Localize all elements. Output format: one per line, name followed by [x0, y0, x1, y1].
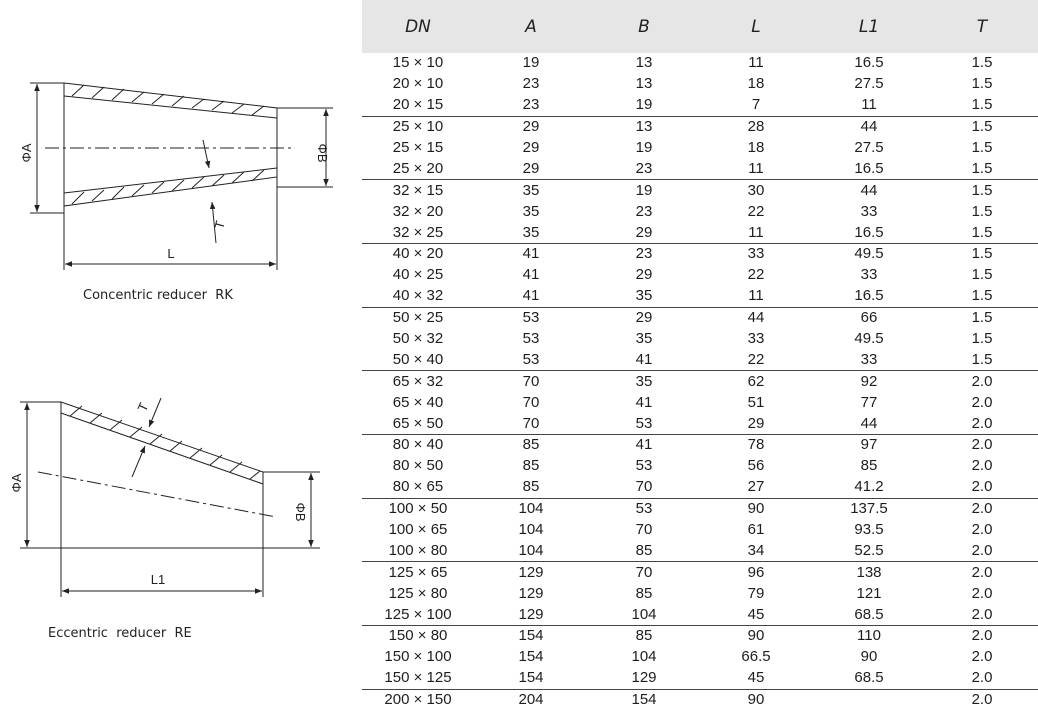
cell-a: 41 — [522, 245, 540, 263]
cell-dn: 150 × 100 — [384, 648, 452, 666]
header-l1: L1 — [812, 0, 926, 53]
cell-t: 1.5 — [971, 54, 993, 72]
cell-l: 11 — [748, 54, 764, 72]
cell-l1: 27.5 — [854, 75, 884, 93]
table-row — [362, 626, 1038, 647]
cell-l: 22 — [747, 202, 765, 220]
table-row — [362, 413, 1038, 434]
cell-b: 19 — [635, 181, 653, 199]
cell-t: 1.5 — [971, 266, 993, 284]
cell-l: 61 — [747, 521, 765, 539]
cell-l: 33 — [747, 330, 765, 348]
cell-a: 53 — [522, 309, 540, 327]
cell-dn: 150 × 125 — [362, 668, 474, 689]
length1-label: L1 — [150, 572, 166, 587]
cell-b: 85 — [635, 584, 653, 602]
cell-a: 29 — [474, 158, 588, 179]
cell-dn: 100 × 80 — [362, 540, 474, 561]
cell-t: 1.5 — [971, 181, 993, 199]
cell-a: 70 — [522, 393, 540, 411]
cell-dn: 50 × 25 — [392, 309, 444, 327]
cell-a: 85 — [522, 457, 540, 475]
table-row — [362, 498, 1038, 519]
thickness-label: T — [211, 219, 228, 231]
phi-b-label: ΦB — [315, 143, 330, 163]
cell-l: 29 — [700, 413, 812, 434]
header-t: T — [926, 0, 1038, 53]
cell-l1: 90 — [860, 648, 878, 666]
cell-dn: 50 × 40 — [362, 349, 474, 370]
cell-b: 13 — [635, 75, 653, 93]
table-row — [362, 116, 1038, 137]
cell-dn: 40 × 25 — [392, 266, 444, 284]
cell-a: 129 — [474, 604, 588, 625]
table-row — [362, 540, 1038, 561]
table-row — [362, 307, 1038, 328]
cell-t: 2.0 — [971, 372, 993, 390]
eccentric-reducer-diagram — [20, 398, 320, 597]
cell-l: 45 — [700, 668, 812, 689]
cell-t: 1.5 — [971, 139, 993, 156]
concentric-hatch-bottom — [72, 170, 264, 204]
cell-l: 96 — [747, 563, 765, 581]
cell-dn: 80 × 50 — [392, 457, 444, 475]
concentric-outline — [64, 83, 277, 206]
cell-t: 1.5 — [926, 95, 1038, 116]
cell-a: 35 — [474, 222, 588, 243]
cell-b: 104 — [588, 604, 700, 625]
cell-dn: 32 × 15 — [392, 181, 444, 199]
cell-dn: 50 × 32 — [392, 330, 444, 348]
length-label: L — [167, 246, 175, 261]
cell-b: 53 — [635, 457, 653, 475]
cell-b: 41 — [635, 393, 653, 411]
cell-dn: 65 × 32 — [392, 372, 444, 390]
cell-l: 90 — [747, 691, 765, 709]
cell-a: 104 — [474, 540, 588, 561]
table-row — [362, 180, 1038, 201]
table-row — [362, 435, 1038, 456]
eccentric-phi-b-label: ΦB — [293, 502, 308, 522]
cell-dn: 25 × 15 — [392, 139, 444, 156]
cell-t: 1.5 — [971, 118, 993, 136]
cell-b: 23 — [635, 202, 653, 220]
concentric-reducer-diagram — [30, 83, 333, 270]
cell-l1: 66 — [860, 309, 878, 327]
eccentric-thickness-indicator — [132, 446, 145, 477]
cell-dn: 100 × 65 — [388, 521, 448, 539]
cell-l1: 121 — [856, 584, 882, 602]
cell-l1: 85 — [860, 457, 878, 475]
eccentric-hatch — [70, 406, 260, 479]
cell-a: 53 — [474, 349, 588, 370]
concentric-reducer-caption: Concentric reducer RK — [83, 288, 233, 303]
cell-t: 1.5 — [926, 286, 1038, 307]
cell-l: 34 — [700, 540, 812, 561]
cell-l: 90 — [747, 627, 765, 645]
table-row — [362, 349, 1038, 370]
header-dn: DN — [362, 0, 474, 53]
cell-t: 1.5 — [971, 202, 993, 220]
cell-a: 154 — [518, 627, 544, 645]
cell-t: 2.0 — [971, 584, 993, 602]
cell-t: 1.5 — [926, 349, 1038, 370]
cell-t: 2.0 — [971, 648, 993, 666]
cell-b: 19 — [588, 95, 700, 116]
table-row — [362, 74, 1038, 95]
table-row — [362, 520, 1038, 541]
cell-a: 129 — [518, 584, 544, 602]
cell-t: 2.0 — [971, 691, 993, 709]
cell-b: 19 — [635, 139, 653, 156]
cell-b: 70 — [635, 521, 653, 539]
concentric-inner-bottom — [64, 168, 277, 193]
cell-l: 44 — [747, 309, 765, 327]
cell-a: 29 — [522, 139, 540, 156]
cell-l: 33 — [747, 245, 765, 263]
cell-l1: 44 — [860, 181, 878, 199]
cell-a: 70 — [474, 413, 588, 434]
cell-dn: 80 × 40 — [392, 436, 444, 454]
phi-a-label: ΦA — [19, 143, 34, 163]
cell-a: 35 — [522, 202, 540, 220]
cell-t: 2.0 — [971, 436, 993, 454]
cell-l: 11 — [700, 158, 812, 179]
cell-l: 30 — [747, 181, 765, 199]
cell-t: 2.0 — [926, 477, 1038, 498]
cell-l: 45 — [700, 604, 812, 625]
cell-dn: 40 × 20 — [392, 245, 444, 263]
cell-l: 22 — [700, 349, 812, 370]
cell-dn: 20 × 15 — [362, 95, 474, 116]
reducer-dimensions-table — [362, 0, 1038, 711]
table-row — [362, 583, 1038, 604]
concentric-inner-top — [64, 96, 277, 118]
cell-b: 35 — [588, 286, 700, 307]
cell-a: 154 — [518, 648, 544, 666]
table-row — [362, 265, 1038, 286]
cell-l1: 68.5 — [812, 604, 926, 625]
cell-l: 78 — [747, 436, 765, 454]
cell-l1: 33 — [860, 202, 878, 220]
cell-a: 154 — [474, 668, 588, 689]
cell-a: 204 — [518, 691, 544, 709]
cell-a: 23 — [522, 75, 540, 93]
cell-t: 1.5 — [971, 309, 993, 327]
cell-dn: 32 × 20 — [392, 202, 444, 220]
cell-t: 2.0 — [971, 563, 993, 581]
cell-b: 13 — [635, 54, 653, 72]
cell-l1: 44 — [812, 413, 926, 434]
cell-a: 41 — [474, 286, 588, 307]
cell-l: 18 — [747, 75, 765, 93]
eccentric-reducer-caption: Eccentric reducer RE — [48, 626, 192, 641]
cell-l1: 27.5 — [854, 139, 884, 156]
cell-l: 7 — [700, 95, 812, 116]
table-row — [362, 222, 1038, 243]
cell-l1: 11 — [812, 95, 926, 116]
cell-a: 53 — [522, 330, 540, 348]
cell-l: 28 — [747, 118, 765, 136]
cell-dn: 15 × 10 — [392, 54, 444, 72]
cell-l1: 44 — [860, 118, 878, 136]
cell-t: 1.5 — [926, 222, 1038, 243]
cell-dn: 200 × 150 — [384, 691, 452, 709]
cell-b: 154 — [631, 691, 657, 709]
cell-l: 51 — [747, 393, 765, 411]
cell-l: 11 — [700, 222, 812, 243]
cell-dn: 125 × 100 — [362, 604, 474, 625]
cell-l1: 16.5 — [854, 54, 884, 72]
table-row — [362, 689, 1038, 710]
cell-dn: 25 × 10 — [392, 118, 444, 136]
cell-b: 35 — [635, 330, 653, 348]
cell-b: 23 — [588, 158, 700, 179]
table-row — [362, 329, 1038, 350]
cell-b: 53 — [635, 500, 653, 518]
eccentric-inner-top — [61, 413, 263, 484]
cell-l: 18 — [747, 139, 765, 156]
cell-b: 23 — [635, 245, 653, 263]
eccentric-phi-a-label: ΦA — [9, 473, 24, 493]
cell-l1: 138 — [856, 563, 882, 581]
cell-b: 104 — [631, 648, 657, 666]
cell-dn: 100 × 50 — [388, 500, 448, 518]
cell-l: 62 — [747, 372, 765, 390]
cell-l1: 77 — [860, 393, 878, 411]
cell-a: 19 — [522, 54, 540, 72]
table-row — [362, 53, 1038, 74]
cell-dn: 65 × 40 — [392, 393, 444, 411]
cell-b: 53 — [588, 413, 700, 434]
cell-l: 79 — [747, 584, 765, 602]
cell-b: 29 — [635, 266, 653, 284]
cell-b: 41 — [635, 436, 653, 454]
cell-dn: 25 × 20 — [362, 158, 474, 179]
cell-l1: 33 — [812, 349, 926, 370]
technical-drawings — [0, 0, 362, 719]
cell-t: 1.5 — [971, 245, 993, 263]
cell-b: 35 — [635, 372, 653, 390]
table-row — [362, 158, 1038, 179]
cell-dn: 65 × 50 — [362, 413, 474, 434]
cell-b: 13 — [635, 118, 653, 136]
cell-a: 70 — [522, 372, 540, 390]
cell-l: 56 — [747, 457, 765, 475]
cell-l1: 93.5 — [854, 521, 884, 539]
cell-a: 104 — [518, 521, 544, 539]
cell-t: 1.5 — [926, 158, 1038, 179]
cell-dn: 150 × 80 — [388, 627, 448, 645]
cell-dn: 125 × 65 — [388, 563, 448, 581]
table-row — [362, 244, 1038, 265]
cell-l: 11 — [700, 286, 812, 307]
cell-l1: 16.5 — [812, 222, 926, 243]
cell-t: 2.0 — [926, 540, 1038, 561]
cell-t: 1.5 — [971, 330, 993, 348]
cell-l1: 49.5 — [854, 245, 884, 263]
cell-b: 70 — [588, 477, 700, 498]
cell-l1: 41.2 — [812, 477, 926, 498]
table-header — [362, 0, 1038, 53]
table-row — [362, 371, 1038, 392]
cell-l1: 110 — [857, 627, 881, 645]
table-row — [362, 668, 1038, 689]
reducer-diagrams — [0, 0, 362, 719]
cell-l1 — [812, 689, 926, 710]
table-row — [362, 647, 1038, 668]
cell-t: 1.5 — [971, 75, 993, 93]
cell-dn: 125 × 80 — [388, 584, 448, 602]
cell-t: 2.0 — [971, 521, 993, 539]
cell-l1: 68.5 — [812, 668, 926, 689]
header-b: B — [588, 0, 700, 53]
cell-b: 85 — [588, 540, 700, 561]
cell-l1: 97 — [860, 436, 878, 454]
header-l: L — [700, 0, 812, 53]
table-row — [362, 201, 1038, 222]
table-row — [362, 477, 1038, 498]
eccentric-thickness-label: T — [134, 400, 152, 414]
cell-t: 2.0 — [926, 668, 1038, 689]
cell-b: 29 — [635, 309, 653, 327]
cell-b: 70 — [635, 563, 653, 581]
cell-a: 104 — [518, 500, 544, 518]
cell-a: 29 — [522, 118, 540, 136]
cell-l1: 33 — [860, 266, 878, 284]
dimension-table — [362, 0, 1038, 711]
cell-l1: 92 — [860, 372, 878, 390]
header-row — [362, 0, 1038, 53]
cell-dn: 20 × 10 — [392, 75, 444, 93]
cell-a: 85 — [474, 477, 588, 498]
table-body — [362, 53, 1038, 711]
cell-a: 41 — [522, 266, 540, 284]
table-row — [362, 286, 1038, 307]
cell-l1: 49.5 — [854, 330, 884, 348]
cell-t: 2.0 — [971, 500, 993, 518]
cell-l: 90 — [747, 500, 765, 518]
cell-a: 85 — [522, 436, 540, 454]
cell-t: 2.0 — [971, 627, 993, 645]
cell-l1: 16.5 — [812, 286, 926, 307]
cell-a: 129 — [518, 563, 544, 581]
table-row — [362, 604, 1038, 625]
cell-dn: 32 × 25 — [362, 222, 474, 243]
cell-l: 27 — [700, 477, 812, 498]
cell-a: 23 — [474, 95, 588, 116]
cell-l1: 16.5 — [812, 158, 926, 179]
cell-b: 85 — [635, 627, 653, 645]
cell-l: 22 — [747, 266, 765, 284]
cell-b: 41 — [588, 349, 700, 370]
cell-dn: 40 × 32 — [362, 286, 474, 307]
cell-t: 2.0 — [971, 393, 993, 411]
header-a: A — [474, 0, 588, 53]
table-row — [362, 562, 1038, 583]
cell-l: 66.5 — [741, 648, 771, 666]
table-row — [362, 456, 1038, 477]
cell-l1: 52.5 — [812, 540, 926, 561]
cell-l1: 137.5 — [850, 500, 888, 518]
eccentric-centerline — [38, 472, 276, 517]
cell-t: 2.0 — [971, 457, 993, 475]
cell-t: 2.0 — [926, 604, 1038, 625]
cell-b: 29 — [588, 222, 700, 243]
table-row — [362, 392, 1038, 413]
table-row — [362, 138, 1038, 159]
cell-b: 129 — [588, 668, 700, 689]
cell-dn: 80 × 65 — [362, 477, 474, 498]
table-row — [362, 95, 1038, 116]
cell-a: 35 — [522, 181, 540, 199]
cell-t: 2.0 — [926, 413, 1038, 434]
